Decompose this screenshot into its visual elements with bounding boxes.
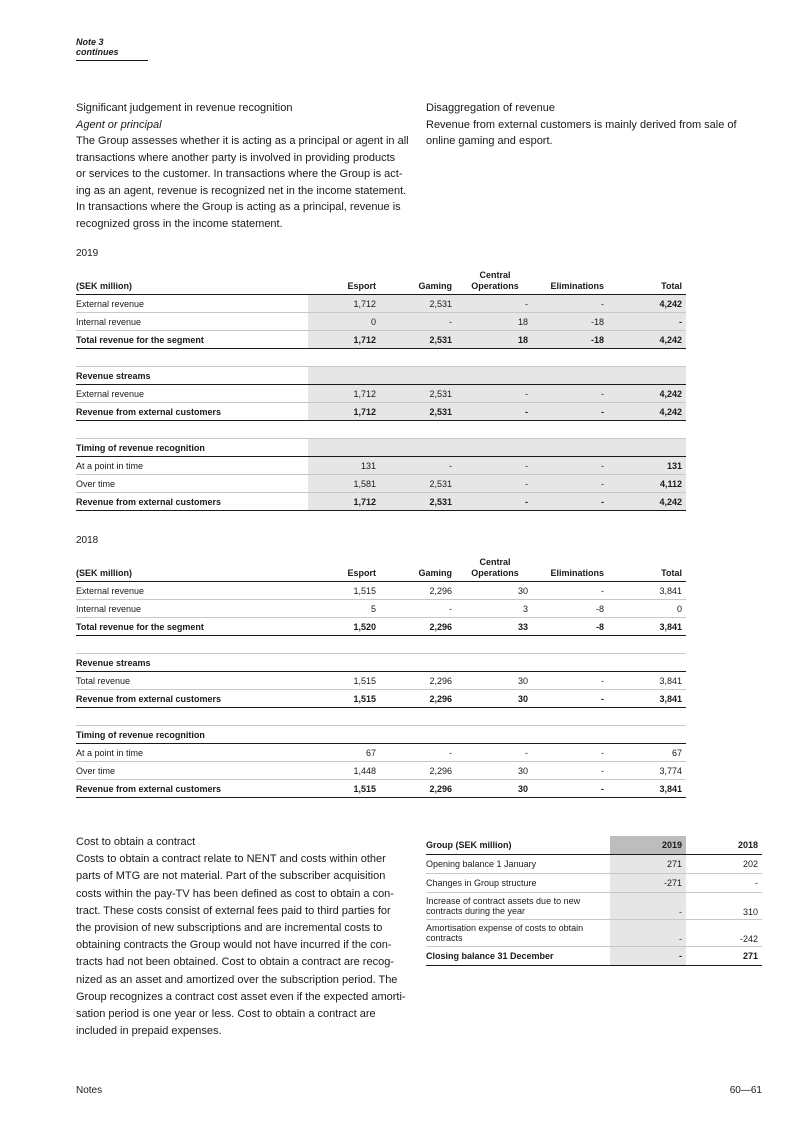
- table-total-row: Closing balance 31 December - 271: [426, 947, 762, 966]
- text-line: The Group assesses whether it is acting as a principal or agent in all: [76, 135, 409, 147]
- header-group-sek-million: Group (SEK million): [426, 836, 610, 855]
- section-row: Timing of revenue recognition: [76, 726, 686, 744]
- table-total-row: Total revenue for the segment 1,712 2,531 18 -18 4,242: [76, 331, 686, 349]
- disaggregation-section: [426, 100, 766, 150]
- table-total-row: Revenue from external customers 1,515 2,296 30 - 3,841: [76, 690, 686, 708]
- table-row: Increase of contract assets due to new contracts during the year - 310: [426, 893, 762, 920]
- header-eliminations: Eliminations: [533, 549, 609, 582]
- text-line: online gaming and esport.: [426, 135, 553, 147]
- text-line: costs within the pay-TV has been defined as cost to obtain a con-: [76, 887, 394, 900]
- header-sek-million: (SEK million): [76, 262, 308, 295]
- section-heading: Significant judgement in revenue recognition: [76, 102, 293, 114]
- section-heading: Cost to obtain a contract: [76, 836, 196, 848]
- text-line: ing as an agent, revenue is recognized net in the income statement.: [76, 184, 407, 197]
- header-2019: 2019: [610, 836, 686, 855]
- header-central-operations: Central Operations: [457, 262, 533, 295]
- year-label-2018: 2018: [76, 535, 99, 546]
- section-row: Timing of revenue recognition: [76, 439, 686, 457]
- section-row: Revenue streams: [76, 654, 686, 672]
- segment-table-2018: [76, 549, 686, 798]
- table-row: External revenue 1,712 2,531 - - 4,242: [76, 295, 686, 313]
- table-total-row: Revenue from external customers 1,712 2,531 - - 4,242: [76, 493, 686, 511]
- table-row: External revenue 1,515 2,296 30 - 3,841: [76, 582, 686, 600]
- text-line: the provision of new subscriptions and are incremental costs to: [76, 922, 383, 935]
- text-line: tract. These costs consist of external fees paid to third parties for: [76, 904, 391, 917]
- page-number: 60—61: [729, 1085, 762, 1096]
- text-line: transactions where another party is involved in providing products: [76, 151, 396, 164]
- table-row: Changes in Group structure -271 -: [426, 874, 762, 893]
- text-line: or services to the customer. In transactions where the Group is act-: [76, 168, 403, 180]
- table-row: At a point in time 67 - - - 67: [76, 744, 686, 762]
- table-total-row: Revenue from external customers 1,712 2,531 - - 4,242: [76, 403, 686, 421]
- header-central-operations: Central Operations: [457, 549, 533, 582]
- section-heading: Disaggregation of revenue: [426, 102, 556, 114]
- footer-section-label: Notes: [76, 1085, 103, 1096]
- section-row: Revenue streams: [76, 367, 686, 385]
- table-row: Over time 1,448 2,296 30 - 3,774: [76, 762, 686, 780]
- text-line: parts of MTG are not material. Part of the subscriber acquisition: [76, 870, 386, 883]
- table-row: Total revenue 1,515 2,296 30 - 3,841: [76, 672, 686, 690]
- year-label-2019: 2019: [76, 248, 99, 259]
- text-line: included in prepaid expenses.: [76, 1025, 222, 1038]
- cost-to-obtain-section: [76, 834, 416, 1040]
- header-total: Total: [609, 549, 686, 582]
- header-2018: 2018: [686, 836, 762, 855]
- table-row: Over time 1,581 2,531 - - 4,112: [76, 475, 686, 493]
- table-row: Internal revenue 5 - 3 -8 0: [76, 600, 686, 618]
- text-line: nized as an asset and amortized over the subscription period. The: [76, 973, 398, 986]
- table-total-row: Revenue from external customers 1,515 2,296 30 - 3,841: [76, 780, 686, 798]
- segment-table-2019: [76, 262, 686, 511]
- group-contract-cost-table: [426, 836, 762, 966]
- header-esport: Esport: [308, 262, 381, 295]
- header-eliminations: Eliminations: [533, 262, 609, 295]
- header-gaming: Gaming: [381, 262, 457, 295]
- table-row: At a point in time 131 - - - 131: [76, 457, 686, 475]
- table-row: Amortisation expense of costs to obtain contracts - -242: [426, 920, 762, 947]
- table-row: External revenue 1,712 2,531 - - 4,242: [76, 385, 686, 403]
- text-line: Revenue from external customers is mainly derived from sale of: [426, 118, 737, 131]
- text-line: Group recognizes a contract cost asset even if the expected amorti-: [76, 990, 406, 1003]
- table-row: Opening balance 1 January 271 202: [426, 855, 762, 874]
- table-row: Internal revenue 0 - 18 -18 -: [76, 313, 686, 331]
- header-gaming: Gaming: [381, 549, 457, 582]
- header-esport: Esport: [308, 549, 381, 582]
- note-continues-tag: Note 3 continues: [76, 37, 148, 61]
- significant-judgement-section: [76, 100, 416, 232]
- table-total-row: Total revenue for the segment 1,520 2,296 33 -8 3,841: [76, 618, 686, 636]
- section-subheading: Agent or principal: [76, 118, 162, 131]
- header-total: Total: [609, 262, 686, 295]
- text-line: In transactions where the Group is acting as a principal, revenue is: [76, 201, 401, 213]
- text-line: obtaining contracts the Group would not have incurred if the con-: [76, 939, 392, 952]
- text-line: sation period is one year or less. Cost to obtain a contract are: [76, 1008, 376, 1021]
- text-line: Costs to obtain a contract relate to NENT and costs within other: [76, 853, 386, 866]
- text-line: recognized gross in the income statement.: [76, 217, 283, 230]
- header-sek-million: (SEK million): [76, 549, 308, 582]
- text-line: tracts had not been obtained. Cost to obtain a contract are recog-: [76, 956, 394, 969]
